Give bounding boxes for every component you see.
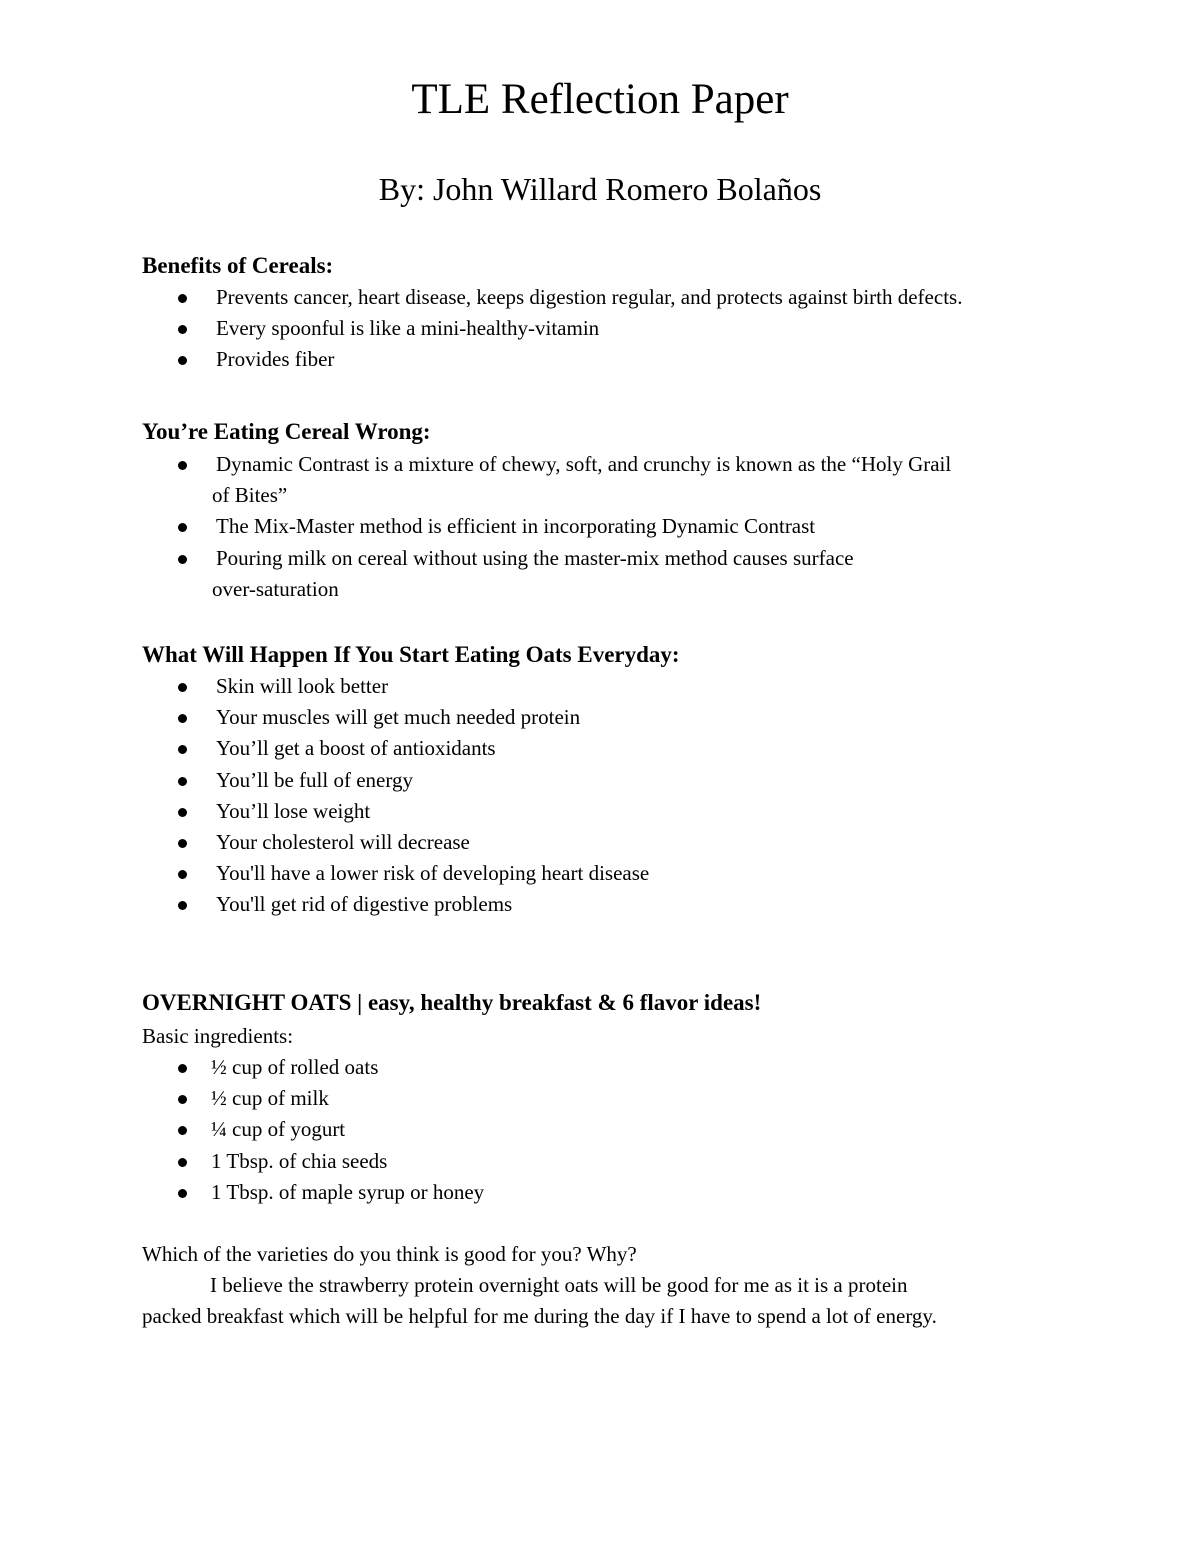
answer-paragraph <box>142 1270 1042 1332</box>
list-item: The Mix-Master method is efficient in incorporating Dynamic Contrast <box>0 511 951 542</box>
bullet-icon <box>178 777 187 786</box>
bullet-icon <box>178 523 187 532</box>
list-item: You'll get rid of digestive problems <box>0 889 649 920</box>
answer-line: I believe the strawberry protein overnight oats will be good for me as it is a protein <box>210 1273 908 1297</box>
bullet-icon <box>178 1158 187 1167</box>
bullet-icon <box>178 325 187 334</box>
bullet-icon <box>178 901 187 910</box>
overnight-oats-heading: OVERNIGHT OATS | easy, healthy breakfast & 6 flavor ideas! <box>142 990 762 1015</box>
bullet-icon <box>178 356 187 365</box>
bullet-icon <box>178 1095 187 1104</box>
list-item: ¼ cup of yogurt <box>0 1114 484 1145</box>
eating-wrong-list <box>0 449 951 605</box>
list-item: Every spoonful is like a mini-healthy-vitamin <box>0 313 962 344</box>
list-item: You’ll get a boost of antioxidants <box>0 733 649 764</box>
bullet-icon <box>178 714 187 723</box>
bullet-icon <box>178 461 187 470</box>
bullet-icon <box>178 870 187 879</box>
list-item: Dynamic Contrast is a mixture of chewy, soft, and crunchy is known as the “Holy Grail of Bites” <box>0 449 951 511</box>
bullet-icon <box>178 1189 187 1198</box>
bullet-icon <box>178 808 187 817</box>
page-title: TLE Reflection Paper <box>411 76 789 123</box>
list-item: 1 Tbsp. of maple syrup or honey <box>0 1177 484 1208</box>
question-prompt: Which of the varieties do you think is good for you? Why? <box>142 1242 637 1266</box>
list-item: ½ cup of milk <box>0 1083 484 1114</box>
benefits-heading: Benefits of Cereals: <box>142 253 334 278</box>
bullet-icon <box>178 839 187 848</box>
list-item: ½ cup of rolled oats <box>0 1052 484 1083</box>
bullet-icon <box>178 745 187 754</box>
list-item: Skin will look better <box>0 671 649 702</box>
list-item: Provides fiber <box>0 344 962 375</box>
list-item: You'll have a lower risk of developing heart disease <box>0 858 649 889</box>
list-item: Pouring milk on cereal without using the master-mix method causes surface over-saturation <box>0 543 951 605</box>
ingredients-subheading: Basic ingredients: <box>142 1024 294 1048</box>
ingredients-list <box>0 1052 484 1208</box>
bullet-icon <box>178 555 187 564</box>
list-item: 1 Tbsp. of chia seeds <box>0 1146 484 1177</box>
benefits-list <box>0 282 962 376</box>
bullet-icon <box>178 683 187 692</box>
oats-everyday-list <box>0 671 649 921</box>
list-item: Your cholesterol will decrease <box>0 827 649 858</box>
bullet-icon <box>178 1064 187 1073</box>
list-item: You’ll lose weight <box>0 796 649 827</box>
answer-line: packed breakfast which will be helpful for me during the day if I have to spend a lot of energy. <box>142 1304 937 1328</box>
eating-wrong-heading: You’re Eating Cereal Wrong: <box>142 419 431 444</box>
author-byline: By: John Willard Romero Bolaños <box>378 171 822 207</box>
list-item: You’ll be full of energy <box>0 765 649 796</box>
bullet-icon <box>178 294 187 303</box>
list-item: Your muscles will get much needed protein <box>0 702 649 733</box>
bullet-icon <box>178 1126 187 1135</box>
oats-everyday-heading: What Will Happen If You Start Eating Oats Everyday: <box>142 642 680 667</box>
list-item: Prevents cancer, heart disease, keeps digestion regular, and protects against birth defects. <box>0 282 962 313</box>
